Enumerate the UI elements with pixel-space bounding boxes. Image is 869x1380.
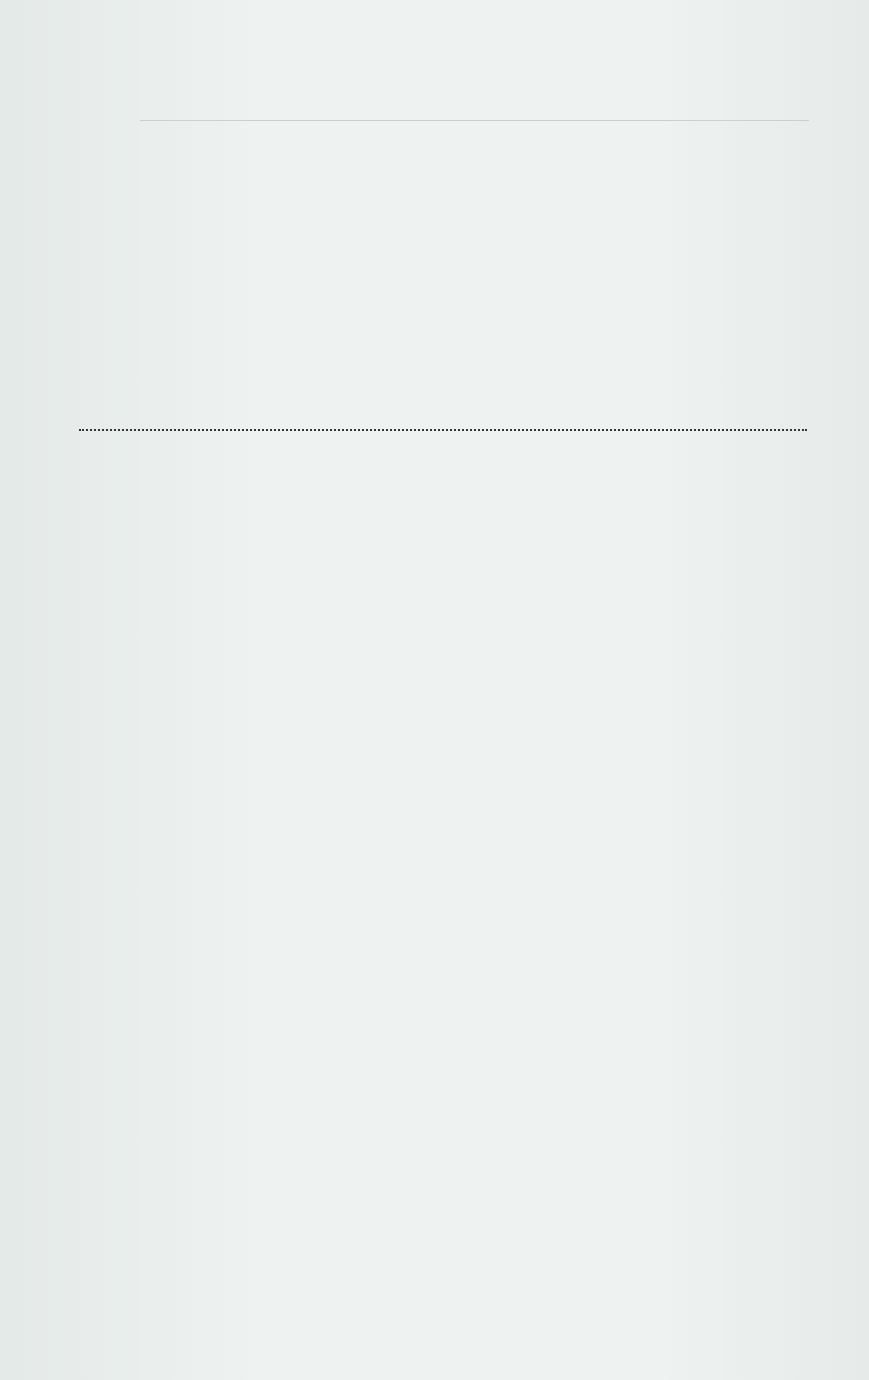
chapter-entry: [77, 430, 809, 434]
dot-leader: [79, 427, 807, 431]
show-through-rule: [140, 120, 809, 121]
chapter-title-line2-row: [77, 430, 809, 434]
table-of-contents: [77, 420, 809, 448]
